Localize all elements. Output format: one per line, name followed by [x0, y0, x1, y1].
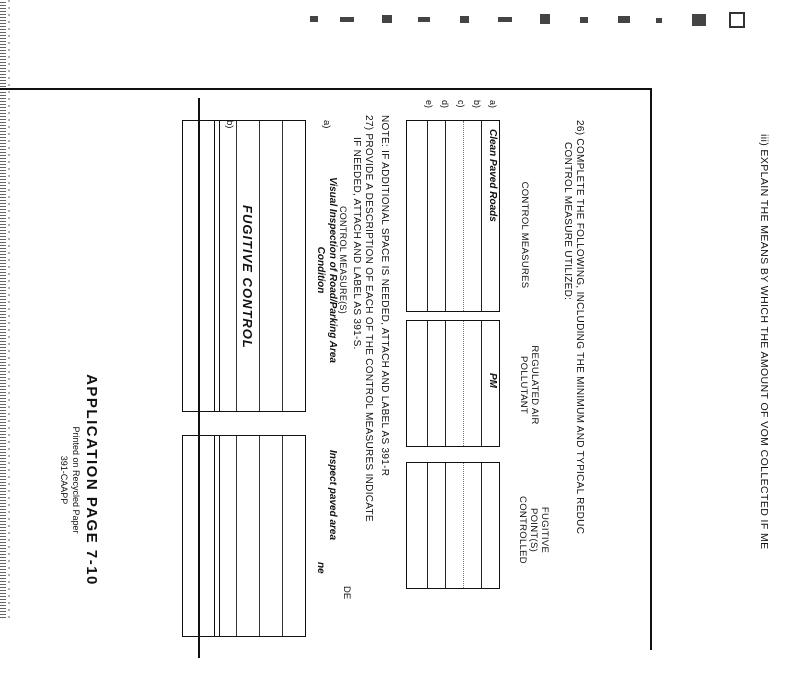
row-label-a: a) — [488, 100, 498, 109]
column-header-fugitive-line2: POINT(S) — [528, 507, 539, 553]
column-header-fugitive-line3: CONTROLLED — [517, 496, 528, 564]
question-27-line-1: 27) PROVIDE A DESCRIPTION OF EACH OF THE CONTROL MEASURES INDICATE — [363, 115, 374, 522]
table-row[interactable] — [427, 121, 445, 311]
note-additional-space: NOTE: IF ADDITIONAL SPACE IS NEEDED, ATTACH AND LABEL AS 391-R — [379, 115, 390, 477]
control-measures-table — [406, 120, 500, 312]
row-label-d: d) — [440, 100, 450, 109]
measure-a-box[interactable] — [214, 120, 306, 412]
control-measure-label: CONTROL MEASURE(S) — [338, 205, 348, 315]
description-column-head: DE — [341, 586, 352, 600]
description-a-title — [314, 450, 338, 610]
question-26 — [561, 120, 585, 640]
pollutant-value: PM — [487, 373, 498, 388]
description-b-box[interactable] — [182, 435, 220, 637]
box-row[interactable] — [282, 121, 305, 411]
section-title: FUGITIVE CONTROL — [240, 205, 255, 349]
fugitive-points-table — [406, 462, 500, 589]
box-row[interactable] — [236, 436, 259, 636]
column-header-fugitive-points — [517, 475, 550, 585]
sub-label-b: b) — [224, 120, 235, 129]
description-a-box[interactable] — [214, 435, 306, 637]
measure-a-title — [314, 150, 338, 390]
table-row[interactable] — [427, 463, 445, 588]
row-label-c: c) — [456, 100, 466, 108]
table-row[interactable] — [445, 321, 463, 446]
description-a-line2: ne — [315, 562, 326, 574]
row-label-e: e) — [424, 100, 434, 109]
table-row[interactable] — [410, 121, 427, 311]
box-row[interactable] — [197, 121, 219, 411]
table-row[interactable] — [445, 121, 463, 311]
box-row[interactable] — [259, 121, 282, 411]
box-row[interactable] — [259, 436, 282, 636]
box-row[interactable] — [236, 121, 259, 411]
table-row[interactable] — [463, 121, 481, 311]
column-header-regulated-pollutant — [518, 330, 540, 440]
table-row[interactable] — [410, 321, 427, 446]
form-code: 391-CAAPP — [59, 455, 69, 505]
table-row[interactable] — [463, 321, 481, 446]
row-label-b: b) — [472, 100, 482, 109]
measure-b-box[interactable] — [182, 120, 220, 412]
column-header-regulated-line1: REGULATED AIR — [529, 345, 540, 425]
table-row[interactable] — [481, 321, 499, 446]
measure-a-line2: Condition — [315, 246, 326, 294]
pollutant-table — [406, 320, 500, 447]
table-row[interactable] — [463, 463, 481, 588]
table-row[interactable] — [481, 121, 499, 311]
box-row[interactable] — [197, 436, 219, 636]
table-row[interactable] — [410, 463, 427, 588]
page-footer — [59, 330, 100, 630]
printed-note: Printed on Recycled Paper — [71, 426, 81, 534]
description-a-line1: Inspect paved area — [327, 450, 338, 541]
sub-label-a: a) — [321, 120, 332, 129]
column-header-control-measures: CONTROL MEASURES — [519, 181, 530, 289]
application-page-title: APPLICATION PAGE 7-10 — [83, 374, 100, 586]
measure-a-line1: Visual Inspection of Road/Parking Area — [327, 177, 338, 363]
question-27 — [350, 115, 374, 675]
column-header-fugitive-line1: FUGITIVE — [539, 506, 550, 554]
column-header-regulated-line2: POLLUTANT — [518, 356, 529, 414]
question-26-line-2: CONTROL MEASURE UTILIZED: — [562, 142, 573, 301]
table-row[interactable] — [445, 463, 463, 588]
table-row[interactable] — [427, 321, 445, 446]
row-labels — [418, 100, 498, 108]
question-explain-vom: iii) EXPLAIN THE MEANS BY WHICH THE AMOUNT OF VOM COLLECTED IF ME — [758, 134, 770, 550]
control-measure-value: Clean Paved Roads — [487, 129, 498, 222]
question-27-line-2: IF NEEDED, ATTACH AND LABEL AS 391-S. — [351, 137, 362, 350]
box-row[interactable] — [282, 436, 305, 636]
question-26-line-1: 26) COMPLETE THE FOLLOWING, INCLUDING THE MINIMUM AND TYPICAL REDUC — [574, 120, 585, 535]
table-row[interactable] — [481, 463, 499, 588]
